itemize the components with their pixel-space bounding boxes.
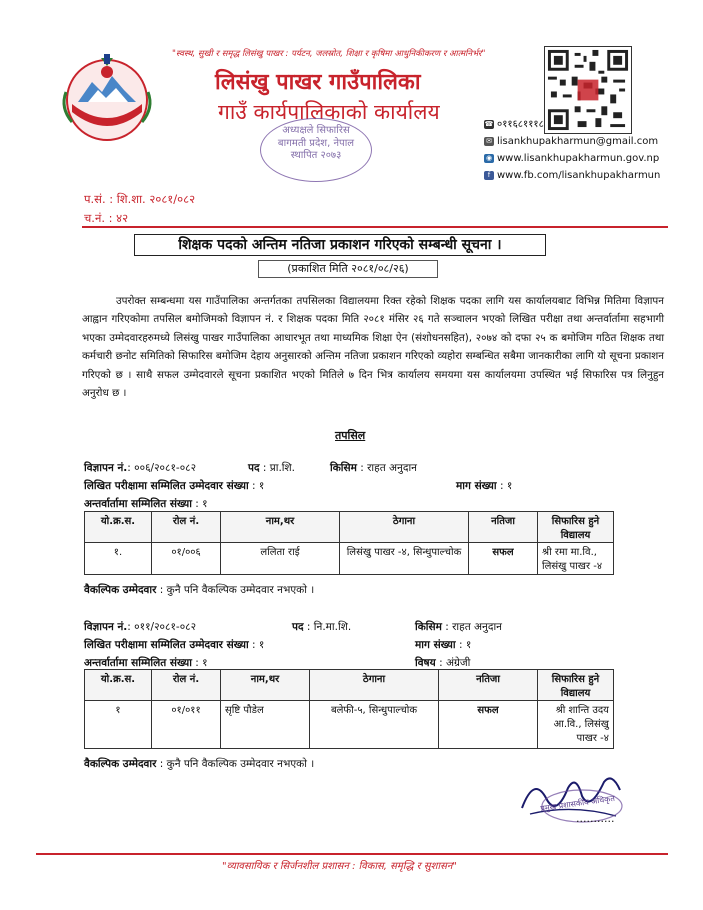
globe-icon: ◉ [485,154,493,162]
municipality-emblem [58,52,156,144]
contact-website [484,150,660,167]
interview-count-1: अन्तर्वार्तामा सम्मिलित संख्या : १ [84,498,208,510]
contact-phone [484,116,660,133]
interview-count-2: अन्तर्वार्तामा सम्मिलित संख्या : १ [84,657,208,669]
cell-school: श्री रमा मा.वि., लिसंखु पाखर -४ [538,543,614,575]
ad-number-2: विज्ञापन नं.: ०११/२०८१-०८२ [84,621,197,633]
col-address: ठेगाना [340,512,469,543]
signature-stamp-text: प्रमुख प्रशासकीय अधिकृत [539,793,616,814]
demand-1: माग संख्या : १ [456,480,513,492]
office-stamp [260,118,372,182]
subject-2: विषय : अंग्रेजी [415,657,471,669]
phone-number: ०११६८१११८ [497,119,544,130]
cell-result: सफल [469,543,538,575]
notice-title: शिक्षक पदको अन्तिम नतिजा प्रकाशन गरिएको सम्बन्धी सूचना । [134,234,546,256]
notice-body-text: उपरोक्त सम्बन्धमा यस गाउँपालिका अन्तर्गतका तपसिलका विद्यालयमा रिक्त रहेको शिक्षक पदका लागि यस कार्यालयबाट विभिन्न मितिमा विज्ञापन आह्वान गरिएकोमा तपसिल बमोजिमको विज्ञापन नं. र शिक्षक पदका मिति २०८१ मंसिर २६ गते सञ्चालन भएको लिखित परीक्षा तथा अन्तर्वार्तामा सहभागी भएका उम्मेदवारहरुमध्ये लिसंखु पाखर गाउँपालिका आधारभूत तथा माध्यमिक शिक्षा ऐन (संशोधनसहित), २०७४ को दफा २५ क बमोजिम गठित शिक्षक तथा कर्मचारी छनोट समितिको सिफारिस बमोजिम देहाय अनुसारको अन्तिम नतिजा प्रकाशन गरिएको व्यहोरा सम्बन्धित सबैमा जानकारीका लागि यो सूचना प्रकाशन गरिएको छ । साथै सफल उम्मेदवारले सूचना प्रकाशित भएको मितिले ७ दिन भित्र कार्यालय समयमा यस कार्यालयमा उपस्थित भई सिफारिस पत्र लिनुहुन अनुरोध छ । [82,295,664,400]
website-link[interactable]: www.lisankhupakharmun.gov.np [497,153,660,164]
cell-address: बलेफी-५, सिन्धुपाल्चोक [310,701,439,749]
office-name: लिसंखु पाखर गाउँपालिका [215,70,421,95]
stamp-line-2: बागमती प्रदेश, नेपाल [277,137,355,149]
ad-number-1: विज्ञापन नं.: ००६/२०८१-०८२ [84,462,197,474]
written-count-1: लिखित परीक्षामा सम्मिलित उम्मेदवार संख्या : १ [84,480,265,492]
cell-name: ललिता राई [221,543,340,575]
cell-roll: ०१/०११ [152,701,221,749]
written-count-2: लिखित परीक्षामा सम्मिलित उम्मेदवार संख्या : १ [84,639,265,651]
footer-slogan: "व्यावसायिक र सिर्जनशील प्रशासन : विकास, समृद्धि र सुशासन" [222,861,457,872]
notice-body [82,292,664,402]
footer-divider [36,853,668,855]
phone-icon: ☎ [484,120,494,128]
col-roll: रोल नं. [152,670,221,701]
facebook-link[interactable]: www.fb.com/lisankhupakharmun [497,170,661,181]
contact-email [484,133,660,150]
cell-roll: ०१/००६ [152,543,221,575]
cell-serial: १ [85,701,152,749]
header-divider [82,226,668,228]
col-serial: यो.क्र.स. [85,512,152,543]
col-result: नतिजा [439,670,538,701]
email-icon: ✉ [484,137,494,146]
cell-serial: १. [85,543,152,575]
office-subtitle: गाउँ कार्यपालिकाको कार्यालय [218,100,440,124]
table-row [85,701,614,749]
email-link[interactable]: lisankhupakharmun@gmail.com [497,136,659,147]
signature-line: ........... [576,812,615,825]
result-table-1 [84,511,614,575]
cell-school: श्री शान्ति उदय आ.वि., लिसंखु पाखर -४ [538,701,614,749]
cell-address: लिसंखु पाखर -४, सिन्धुपाल्चोक [340,543,469,575]
col-name: नाम,थर [221,512,340,543]
contact-facebook [484,167,660,184]
result-table-2 [84,669,614,749]
table-row [85,543,614,575]
type-1: किसिम : राहत अनुदान [330,462,417,474]
col-result: नतिजा [469,512,538,543]
facebook-icon: f [484,171,494,180]
cell-result: सफल [439,701,538,749]
header-motto: "स्वस्थ, सुखी र समृद्ध लिसंखु पाखर : पर्यटन, जलस्रोत, शिक्षा र कृषिमा आधुनिकीकरण र आत्मनिर्भर" [172,49,486,59]
dispatch-number: च.नं. : ४२ [84,211,129,225]
table-header [85,512,614,543]
alternate-candidate-1: वैकल्पिक उम्मेदवार : कुनै पनि वैकल्पिक उम्मेदवार नभएको । [84,584,315,596]
col-school: सिफारिस हुने विद्यालय [538,512,614,543]
post-1: पद : प्रा.शि. [248,462,295,474]
post-2: पद : नि.मा.शि. [292,621,352,633]
stamp-line-3: स्थापित २०७३ [290,150,342,161]
alternate-candidate-2: वैकल्पिक उम्मेदवार : कुनै पनि वैकल्पिक उम्मेदवार नभएको । [84,758,315,770]
cell-name: सृष्टि पौडेल [221,701,310,749]
col-school: सिफारिस हुने विद्यालय [538,670,614,701]
reference-number: प.सं. : शि.शा. २०८१/०८२ [84,192,196,206]
type-2: किसिम : राहत अनुदान [415,621,502,633]
published-date: (प्रकाशित मिति २०८१/०८/२६) [258,260,438,278]
table-header [85,670,614,701]
contact-block [484,116,660,184]
col-address: ठेगाना [310,670,439,701]
demand-2: माग संख्या : १ [415,639,472,651]
col-name: नाम,थर [221,670,310,701]
col-serial: यो.क्र.स. [85,670,152,701]
stamp-line-1: अध्यक्षले सिफारिस [282,125,350,136]
col-roll: रोल नं. [152,512,221,543]
tapasil-heading: तपसिल [335,429,366,442]
